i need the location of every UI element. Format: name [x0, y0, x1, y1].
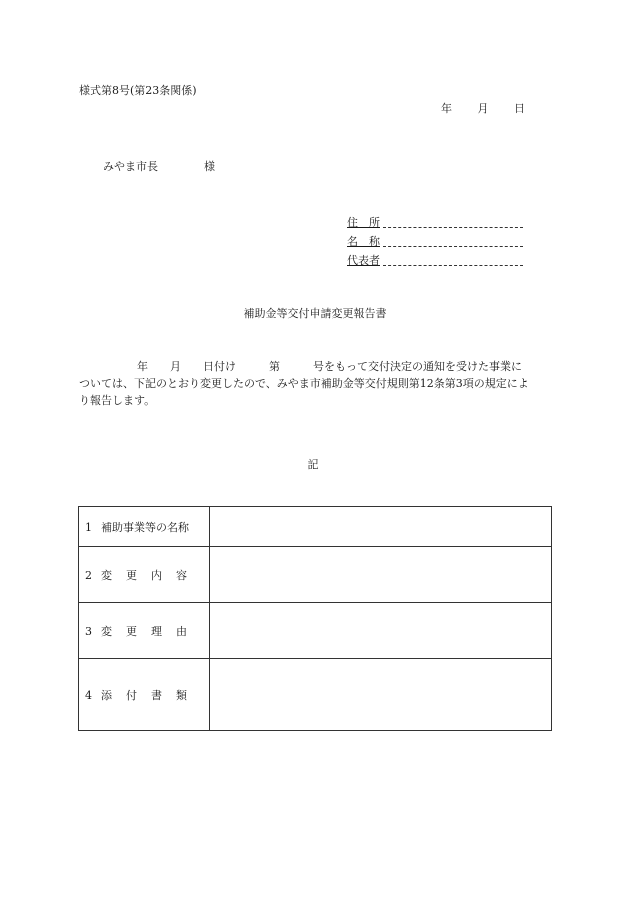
- row-value-field[interactable]: [210, 507, 552, 547]
- applicant-name-label: 名 称: [347, 235, 380, 248]
- row-label: 2 変更内容: [79, 547, 210, 603]
- date-month: 月: [477, 102, 489, 115]
- applicant-address-label: 住 所: [347, 216, 380, 229]
- applicant-address-field[interactable]: [383, 215, 523, 228]
- document-title: 補助金等交付申請変更報告書: [243, 307, 387, 320]
- body-line-2: ついては、下記のとおり変更したので、みやま市補助金等交付規則第12条第3項の規定によ: [79, 377, 529, 390]
- table-row: [79, 547, 552, 603]
- row-value-field[interactable]: [210, 547, 552, 603]
- table-row: [79, 659, 552, 731]
- applicant-representative-field[interactable]: [383, 253, 523, 266]
- row-label: 3 変更理由: [79, 603, 210, 659]
- applicant-block: [347, 211, 523, 268]
- applicant-representative-label: 代表者: [347, 254, 380, 267]
- applicant-address-row[interactable]: [347, 211, 523, 230]
- form-number: 様式第8号(第23条関係): [79, 84, 197, 97]
- date-day: 日: [514, 102, 525, 115]
- table-row: [79, 507, 552, 547]
- body-text: [79, 358, 553, 409]
- table-row: [79, 603, 552, 659]
- row-value-field[interactable]: [210, 659, 552, 731]
- row-label: 4 添付書類: [79, 659, 210, 731]
- addressee-name: みやま市長: [103, 160, 158, 173]
- date-year: 年: [441, 102, 452, 115]
- addressee-honorific: 様: [204, 160, 215, 173]
- ki-heading: 記: [307, 458, 319, 471]
- row-label: 1 補助事業等の名称: [79, 507, 210, 547]
- body-line-1: 年 月 日付け 第 号をもって交付決定の通知を受けた事業に: [137, 360, 522, 373]
- applicant-name-row[interactable]: [347, 230, 523, 249]
- applicant-representative-row[interactable]: [347, 249, 523, 268]
- applicant-name-field[interactable]: [383, 234, 523, 247]
- row-value-field[interactable]: [210, 603, 552, 659]
- addressee: [103, 158, 215, 174]
- items-table: [78, 506, 552, 731]
- date-line: [441, 100, 525, 116]
- body-line-3: り報告します。: [79, 394, 156, 407]
